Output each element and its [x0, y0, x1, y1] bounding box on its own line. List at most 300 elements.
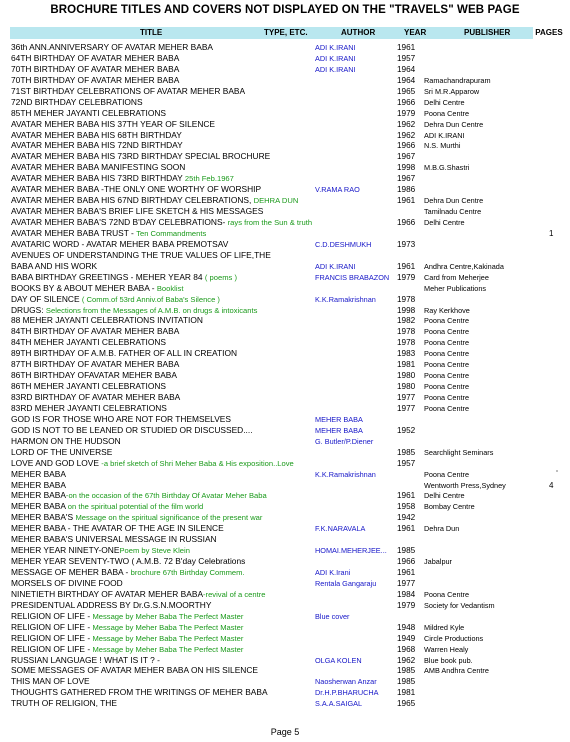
row-title-text: 83RD BIRTHDAY OF AVATAR MEHER BABA — [11, 392, 181, 402]
row-title — [11, 195, 298, 206]
row-title-text: NINETIETH BIRTHDAY OF AVATAR MEHER BABA — [11, 588, 204, 599]
row-publisher: Blue book pub. — [424, 655, 473, 665]
row-title — [11, 42, 213, 53]
table-row — [0, 556, 570, 567]
row-title-text: MESSAGE OF MEHER BABA - — [11, 567, 131, 577]
row-year: 1985 — [397, 666, 416, 676]
row-author: ADI K.IRANI — [315, 64, 356, 74]
row-title — [11, 272, 237, 283]
row-author: G. Butler/P.Diener — [315, 436, 374, 446]
row-title — [11, 578, 123, 589]
table-row — [0, 53, 570, 64]
row-annotation: Message by Meher Baba The Perfect Master — [92, 622, 244, 632]
row-title — [11, 655, 160, 666]
table-row — [0, 392, 570, 403]
row-title — [11, 370, 177, 381]
row-publisher: Searchlight Seminars — [424, 447, 494, 457]
table-row — [0, 633, 570, 644]
row-publisher: Poona Centre — [424, 360, 470, 370]
row-author: K.K.Ramakrishnan — [315, 469, 376, 479]
row-title-text: MEHER BABA — [11, 479, 66, 490]
table-row — [0, 337, 570, 348]
row-title-text: AVATAR MEHER BABA'S 72ND B'DAY CELEBRATIONS- — [11, 217, 228, 227]
row-year: 1981 — [397, 688, 416, 698]
table-row — [0, 665, 570, 676]
row-title — [11, 698, 117, 709]
row-year: 1961 — [397, 524, 416, 534]
table-row — [0, 589, 570, 600]
table-row — [0, 600, 570, 611]
table-row — [0, 239, 570, 250]
row-pages: 4 — [549, 480, 554, 490]
table-row — [0, 348, 570, 359]
table-row — [0, 480, 570, 491]
row-author: F.K.NARAVALA — [315, 524, 366, 534]
row-year: 1961 — [397, 568, 416, 577]
row-publisher: Wentworth Press,Sydney — [424, 480, 506, 490]
row-title — [11, 348, 237, 359]
row-title — [11, 305, 257, 316]
table-row — [0, 414, 570, 425]
row-title-text: AVATAR MEHER BABA HIS 67ND BIRTHDAY CELEBRATIONS, — [11, 195, 254, 206]
row-year: 1942 — [397, 513, 416, 523]
row-title — [11, 425, 253, 436]
row-year: 1957 — [397, 53, 416, 63]
row-author: S.A.A.SAIGAL — [315, 699, 363, 709]
row-year: 1961 — [397, 261, 416, 271]
row-title-text: AVENUES OF UNDERSTANDING THE TRUE VALUES OF LIFE,THE — [11, 249, 271, 260]
row-title-text: 85TH MEHER JAYANTI CELEBRATIONS — [11, 107, 166, 118]
row-title — [11, 294, 220, 305]
row-publisher: ADI K.IRANI — [424, 130, 465, 140]
row-title — [11, 261, 97, 272]
row-title — [11, 97, 143, 108]
row-year: 1968 — [397, 644, 416, 654]
row-year: 1966 — [397, 218, 416, 227]
row-author: MEHER BABA — [315, 414, 363, 424]
row-title — [11, 480, 66, 491]
row-year: 1961 — [397, 491, 416, 501]
table-row — [0, 458, 570, 469]
row-title — [11, 381, 166, 392]
row-title — [11, 119, 215, 130]
row-title — [11, 633, 243, 644]
row-year: 1965 — [397, 86, 416, 96]
row-title — [11, 162, 185, 173]
row-title — [11, 447, 112, 458]
col-title-header: TITLE — [140, 28, 163, 37]
row-year: 1979 — [397, 272, 416, 282]
row-publisher: Society for Vedantism — [424, 600, 495, 610]
row-year: 1977 — [397, 403, 416, 413]
row-year: 1983 — [397, 349, 416, 359]
row-title — [11, 64, 179, 75]
row-publisher: M.B.G.Shastri — [424, 163, 470, 173]
row-title-text: AVATAR MEHER BABA -THE ONLY ONE WORTHY OF WORSHIP — [11, 184, 262, 195]
row-title — [11, 600, 211, 611]
row-publisher: Poona Centre — [424, 108, 470, 118]
row-author: OLGA KOLEN — [315, 655, 362, 665]
row-title-text: RUSSIAN LANGUAGE ! WHAT IS IT ? - — [11, 654, 160, 665]
row-title — [11, 151, 270, 162]
row-year: 1998 — [397, 305, 416, 315]
row-title-text: 71ST BIRTHDAY CELEBRATIONS OF AVATAR MEHER BABA — [11, 85, 246, 96]
row-title — [11, 676, 90, 687]
row-title-text: SOME MESSAGES OF AVATAR MEHER BABA ON HIS SILENCE — [11, 665, 258, 676]
row-year: 1981 — [397, 360, 416, 370]
row-title — [11, 545, 190, 556]
row-year: 1966 — [397, 97, 416, 107]
row-publisher: Poona Centre — [424, 371, 470, 381]
table-row — [0, 119, 570, 130]
table-row — [0, 294, 570, 305]
table-row — [0, 687, 570, 698]
table-row — [0, 130, 570, 141]
row-title-text: 64TH BIRTHDAY OF AVATAR MEHER BABA — [11, 52, 180, 63]
row-year: 1961 — [397, 196, 416, 206]
row-year: 1985 — [397, 546, 416, 556]
table-row — [0, 436, 570, 447]
row-year: 1952 — [397, 425, 416, 435]
row-title-text: BABA BIRTHDAY GREETINGS - MEHER YEAR 84 — [11, 271, 205, 282]
table-row — [0, 512, 570, 523]
row-annotation: ( poems ) — [204, 272, 237, 282]
row-publisher: Card from Meherjee — [424, 272, 489, 282]
row-title — [11, 403, 167, 414]
row-year: 1966 — [397, 557, 416, 567]
row-title-text: LOVE AND GOD LOVE — [11, 457, 102, 468]
row-title-text: 83RD MEHER JAYANTI CELEBRATIONS — [11, 402, 167, 413]
row-annotation: on the spiritual potential of the film world — [67, 502, 204, 512]
table-row — [0, 698, 570, 709]
table-row — [0, 75, 570, 86]
row-title-text: 86TH BIRTHDAY OFAVATAR MEHER BABA — [11, 370, 177, 381]
row-author: HOMAI.MEHERJEE... — [315, 546, 387, 556]
row-annotation: brochure 67th Birthday Commem. — [130, 568, 245, 577]
row-title-text: 70TH BIRTHDAY OF AVATAR MEHER BABA — [11, 63, 180, 74]
row-year: 1962 — [397, 130, 416, 140]
row-annotation: -on the occasion of the 67th Birthday Of Avatar Meher Baba — [65, 491, 267, 501]
table-row — [0, 151, 570, 162]
row-title — [11, 184, 261, 195]
row-author: MEHER BABA — [315, 425, 363, 435]
row-publisher: Delhi Centre — [424, 97, 465, 107]
row-title-text: RELIGION OF LIFE - — [11, 610, 93, 621]
row-year: 1964 — [397, 75, 416, 85]
row-author: ADI K.IRANI — [315, 43, 356, 52]
row-annotation: Poem by Steve Klein — [119, 546, 190, 556]
table-row — [0, 469, 570, 480]
row-title-text: DAY OF SILENCE — [11, 293, 82, 304]
table-row — [0, 622, 570, 633]
row-year: 1948 — [397, 622, 416, 632]
row-publisher: Bombay Centre — [424, 502, 475, 512]
row-title-text: RELIGION OF LIFE - — [11, 632, 93, 643]
table-row — [0, 370, 570, 381]
col-year-header: YEAR — [404, 28, 427, 37]
row-publisher: Poona Centre — [424, 327, 470, 337]
row-title — [11, 414, 231, 425]
row-title — [11, 140, 183, 151]
row-title-text: THIS MAN OF LOVE — [11, 676, 90, 687]
row-title — [11, 108, 166, 119]
row-year: 1962 — [397, 119, 416, 129]
row-publisher: Poona Centre — [424, 393, 470, 402]
row-title — [11, 173, 234, 184]
row-publisher: Ray Kerkhove — [424, 305, 470, 315]
row-title-text: THOUGHTS GATHERED FROM THE WRITINGS OF MEHER BABA — [11, 687, 268, 698]
table-row — [0, 655, 570, 666]
row-title-text: 84TH BIRTHDAY OF AVATAR MEHER BABA — [11, 326, 180, 337]
row-title — [11, 436, 121, 447]
table-row — [0, 64, 570, 75]
table-row — [0, 173, 570, 184]
table-body — [0, 42, 570, 709]
row-year: 1964 — [397, 64, 416, 74]
row-annotation: Message by Meher Baba The Perfect Master — [92, 644, 244, 654]
table-header — [10, 27, 533, 39]
row-year: 1979 — [397, 108, 416, 118]
row-title-text: 89TH BIRTHDAY OF A.M.B. FATHER OF ALL IN CREATION — [11, 348, 238, 359]
row-title — [11, 239, 228, 250]
row-year: 1973 — [397, 239, 416, 249]
row-publisher: Poona Centre — [424, 349, 470, 359]
row-publisher: Sri M.R.Apparow — [424, 86, 480, 96]
row-publisher: Poona Centre — [424, 403, 470, 413]
row-title — [11, 665, 258, 676]
row-title-text: 87TH BIRTHDAY OF AVATAR MEHER BABA — [11, 359, 180, 370]
row-title-text: BOOKS BY & ABOUT MEHER BABA - — [11, 282, 157, 293]
row-title — [11, 337, 166, 348]
col-author-header: AUTHOR — [341, 28, 376, 37]
col-pages-header: PAGES — [535, 28, 563, 37]
row-title-text: MEHER YEAR NINETY-ONE — [11, 545, 120, 556]
row-annotation: Message by Meher Baba The Perfect Master — [92, 633, 244, 643]
row-title-text: 36th ANN.ANNIVERSARY OF AVATAR MEHER BABA — [11, 42, 213, 52]
table-row — [0, 217, 570, 228]
row-title-text: MEHER BABA — [11, 490, 66, 501]
row-author: ADI K.IRANI — [315, 261, 356, 271]
row-author: V.RAMA RAO — [315, 185, 360, 195]
row-year: 1985 — [397, 677, 416, 687]
row-publisher: Poona Centre — [424, 338, 470, 348]
table-row — [0, 425, 570, 436]
table-row — [0, 162, 570, 173]
row-title-text: HARMON ON THE HUDSON — [11, 435, 121, 446]
row-title-text: GOD IS FOR THOSE WHO ARE NOT FOR THEMSELVES — [11, 413, 231, 424]
row-annotation: Message on the spiritual significance of the present war — [75, 513, 263, 523]
row-publisher: Poona Centre — [424, 316, 470, 326]
row-author: Blue cover — [315, 611, 350, 621]
row-title — [11, 326, 179, 337]
row-title — [11, 490, 267, 501]
row-annotation: Selections from the Messages of A.M.B. on drugs & intoxicants — [45, 305, 258, 315]
row-publisher: Dehra Dun — [424, 524, 460, 534]
table-row — [0, 228, 570, 239]
table-row — [0, 567, 570, 578]
row-title — [11, 283, 183, 294]
row-publisher: Dehra Dun Centre — [424, 196, 484, 206]
row-year: 1978 — [397, 294, 416, 304]
row-year: 1978 — [397, 338, 416, 348]
row-title — [11, 130, 182, 141]
table-row — [0, 261, 570, 272]
row-title-text: MEHER BABA'S — [11, 512, 76, 523]
row-year: 1977 — [397, 578, 416, 588]
row-title-text: RELIGION OF LIFE - — [11, 643, 93, 654]
row-title-text: GOD IS NOT TO BE LEANED OR STUDIED OR DISCUSSED.... — [11, 424, 253, 435]
row-year: 1980 — [397, 371, 416, 381]
row-annotation: 25th Feb.1967 — [184, 174, 234, 184]
col-type-header: TYPE, ETC. — [264, 28, 308, 37]
row-title — [11, 53, 179, 64]
row-title — [11, 567, 245, 578]
table-row — [0, 490, 570, 501]
row-publisher: Warren Healy — [424, 644, 469, 654]
row-title — [11, 86, 245, 97]
row-publisher: Andhra Centre,Kakinada — [424, 261, 504, 271]
row-publisher: N.S. Murthi — [424, 141, 461, 151]
row-title — [11, 523, 224, 534]
table-row — [0, 305, 570, 316]
row-title — [11, 458, 294, 469]
table-row — [0, 534, 570, 545]
row-title-text: MEHER BABA — [11, 501, 68, 512]
row-publisher: Poona Centre — [424, 469, 470, 479]
row-title-text: RELIGION OF LIFE - — [11, 621, 93, 632]
row-title — [11, 556, 245, 567]
table-row — [0, 447, 570, 458]
row-title-text: MEHER YEAR SEVENTY-TWO ( A.M.B. 72 B'day Celebrations — [11, 556, 246, 567]
row-year: 1957 — [397, 458, 416, 468]
table-row — [0, 359, 570, 370]
table-row — [0, 97, 570, 108]
row-title-text: AVATAR MEHER BABA HIS 72ND BIRTHDAY — [11, 140, 183, 151]
table-row — [0, 184, 570, 195]
table-row — [0, 611, 570, 622]
row-year: 1979 — [397, 600, 416, 610]
document-title: BROCHURE TITLES AND COVERS NOT DISPLAYED ON THE "TRAVELS" WEB PAGE — [50, 4, 520, 16]
row-title — [11, 687, 268, 698]
table-row — [0, 501, 570, 512]
row-title-text: TRUTH OF RELIGION, THE — [11, 698, 117, 709]
row-annotation: DEHRA DUN — [253, 196, 299, 206]
row-publisher: Delhi Centre — [424, 491, 465, 501]
row-year: 1980 — [397, 382, 416, 392]
row-title-text: AVATAR MEHER BABA HIS 68TH BIRTHDAY — [11, 129, 182, 140]
row-title — [11, 501, 203, 512]
row-title-text: 84TH MEHER JAYANTI CELEBRATIONS — [11, 337, 166, 348]
row-year: 1967 — [397, 152, 416, 162]
row-year: 1966 — [397, 141, 416, 151]
row-year: 1967 — [397, 174, 416, 184]
row-year: 1965 — [397, 699, 416, 709]
row-title — [11, 250, 271, 261]
row-author: C.D.DESHMUKH — [315, 239, 372, 249]
table-row — [0, 108, 570, 119]
row-publisher: Circle Productions — [424, 633, 484, 643]
row-title-text: DRUGS: — [11, 304, 46, 315]
row-annotation: Message by Meher Baba The Perfect Master — [92, 611, 244, 621]
row-publisher: Tamilnadu Centre — [424, 207, 482, 217]
row-title-text: 86TH MEHER JAYANTI CELEBRATIONS — [11, 381, 166, 392]
row-year: 1985 — [397, 447, 416, 457]
row-year: 1958 — [397, 502, 416, 512]
table-row — [0, 403, 570, 414]
row-title-text: 88 MEHER JAYANTI CELEBRATIONS INVITATION — [11, 315, 203, 326]
row-title — [11, 589, 266, 600]
row-title — [11, 512, 262, 523]
table-row — [0, 644, 570, 655]
row-publisher: AMB Andhra Centre — [424, 666, 489, 676]
row-title-text: AVATAR MEHER BABA HIS 73RD BIRTHDAY SPECIAL BROCHURE — [11, 151, 271, 162]
table-row — [0, 140, 570, 151]
row-publisher: Poona Centre — [424, 589, 470, 599]
row-annotation: Booklist — [156, 283, 184, 293]
row-author: FRANCIS BRABAZON — [315, 272, 390, 282]
row-title-text: AVATAR MEHER BABA MANIFESTING SOON — [11, 162, 186, 173]
row-title-text: AVATAR MEHER BABA HIS 73RD BIRTHDAY — [11, 173, 185, 184]
row-publisher: Delhi Centre — [424, 218, 465, 227]
row-pages: 1 — [549, 228, 554, 238]
table-row — [0, 326, 570, 337]
row-annotation: Ten Commandments — [136, 228, 207, 238]
row-publisher: Mildred Kyle — [424, 622, 465, 632]
row-year: 1961 — [397, 43, 416, 52]
table-row — [0, 250, 570, 261]
row-title-text: AVATARIC WORD - AVATAR MEHER BABA PREMOTSAV — [11, 238, 229, 249]
table-row — [0, 86, 570, 97]
row-publisher: Ramachandrapuram — [424, 75, 491, 85]
row-year: 1978 — [397, 327, 416, 337]
row-publisher: Jabalpur — [424, 557, 452, 567]
row-year: 1986 — [397, 185, 416, 195]
table-row — [0, 283, 570, 294]
row-author: K.K.Ramakrishnan — [315, 294, 376, 304]
row-author: Rentala Gangaraju — [315, 578, 377, 588]
row-title — [11, 622, 243, 633]
table-row — [0, 206, 570, 217]
row-title — [11, 315, 203, 326]
row-author: Naosherwan Anzar — [315, 677, 377, 687]
row-title — [11, 206, 263, 217]
row-author: ADI K.Irani — [315, 568, 351, 577]
table-row — [0, 676, 570, 687]
table-row — [0, 42, 570, 53]
row-annotation: -a brief sketch of Shri Meher Baba & His exposition..Love — [101, 458, 294, 468]
row-title — [11, 611, 243, 622]
row-year: 1998 — [397, 163, 416, 173]
row-title — [11, 644, 243, 655]
row-title — [11, 228, 206, 239]
row-publisher: Dehra Dun Centre — [424, 119, 484, 129]
row-title-text: BABA AND HIS WORK — [11, 260, 98, 271]
row-author: Dr.H.P.BHARUCHA — [315, 688, 379, 698]
row-year: 1984 — [397, 589, 416, 599]
row-year: 1982 — [397, 316, 416, 326]
row-year: 1977 — [397, 393, 416, 402]
row-title — [11, 392, 180, 403]
row-title — [11, 75, 179, 86]
row-publisher: Meher Publications — [424, 283, 487, 293]
row-author: ADI K.IRANI — [315, 53, 356, 63]
row-title-text: MORSELS OF DIVINE FOOD — [11, 577, 123, 588]
row-title-text: AVATAR MEHER BABA TRUST - — [11, 227, 137, 238]
row-year: 1949 — [397, 633, 416, 643]
row-title-text: PRESIDENTUAL ADDRESS BY Dr.G.S.N.MOORTHY — [11, 599, 212, 610]
row-annotation: rays from the Sun & truth — [227, 218, 313, 227]
row-title-text: MEHER BABA — [11, 468, 66, 479]
